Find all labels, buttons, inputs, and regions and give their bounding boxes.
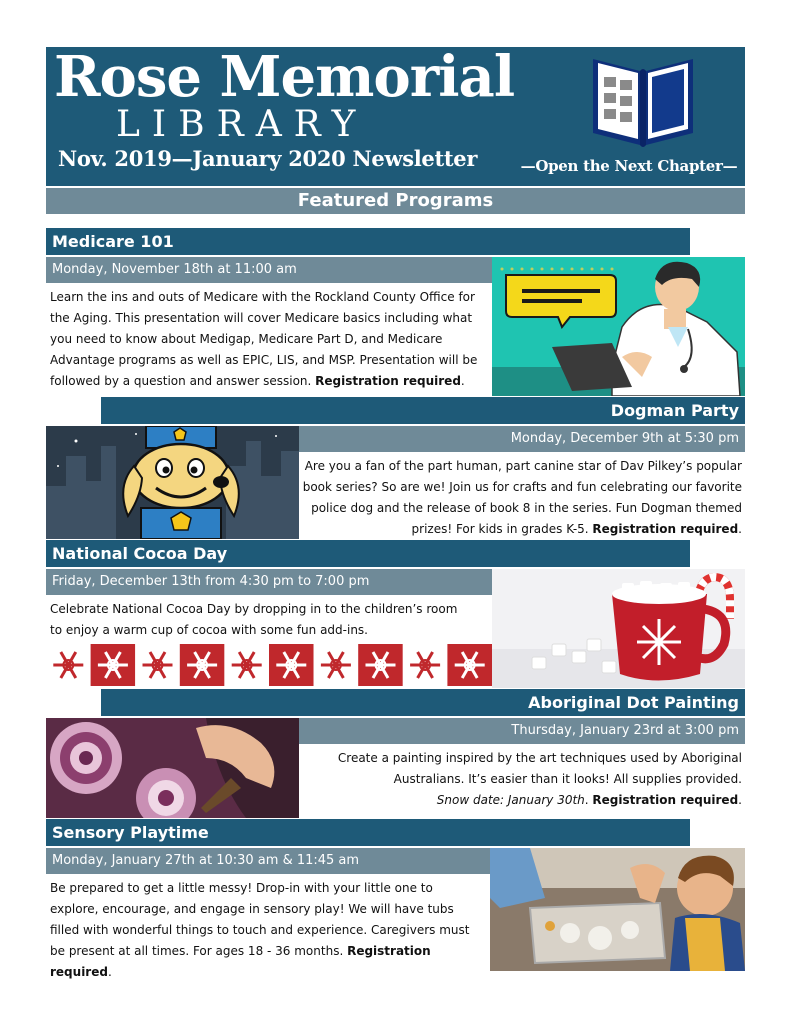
- library-name: Rose Memorial: [54, 44, 515, 110]
- program-description: Learn the ins and outs of Medicare with the Rockland County Office for the Aging. This presentation will cover Medicare basics including what you need to know about Medigap, Medicare Part D, and Medicare Advantage programs as well as EPIC, LIS, and MSP. Presentation will be followed by a question and answer session. Registration required.: [50, 290, 478, 388]
- program-date: Monday, January 27th at 10:30 am & 11:45 am: [46, 848, 492, 874]
- snowflake-border: [46, 644, 492, 686]
- doctor-illustration: [492, 257, 745, 396]
- program-title: Dogman Party: [101, 397, 745, 424]
- program-description: Celebrate National Cocoa Day by dropping in to the children’s room to enjoy a warm cup of cocoa with some fun add-ins.: [50, 602, 458, 637]
- program-title: Medicare 101: [46, 228, 690, 255]
- section-heading: Featured Programs: [46, 188, 745, 214]
- newsletter-dates: Nov. 2019—January 2020 Newsletter: [58, 146, 478, 171]
- program-description: Be prepared to get a little messy! Drop-in with your little one to explore, encourage, and engage in sensory play! We will have tubs filled with wonderful things to touch and experience. Caregivers must be present at all times. For ages 18 - 36 months. Registration required.: [50, 881, 470, 979]
- dot-painting-photo: [46, 718, 299, 818]
- cocoa-mug-photo: [492, 569, 745, 688]
- dogman-illustration: [46, 426, 299, 539]
- program-title: Aboriginal Dot Painting: [101, 689, 745, 716]
- masthead: [46, 44, 745, 186]
- open-book-icon: [588, 53, 698, 149]
- program-date: Thursday, January 23rd at 3:00 pm: [299, 718, 745, 744]
- program-date: Monday, November 18th at 11:00 am: [46, 257, 492, 283]
- program-description: Create a painting inspired by the art techniques used by Aboriginal Australians. It’s easier than it looks! All supplies provided. Snow date: January 30th. Registration required.: [337, 751, 742, 807]
- program-title: National Cocoa Day: [46, 540, 690, 567]
- program-date: Friday, December 13th from 4:30 pm to 7:00 pm: [46, 569, 492, 595]
- program-title: Sensory Playtime: [46, 819, 690, 846]
- library-subtitle: LIBRARY: [116, 104, 368, 145]
- program-description: Are you a fan of the part human, part canine star of Dav Pilkey’s popular book series? So are we! Join us for crafts and fun celebrating our favorite police dog and the release of book 8 in the series. Fun Dogman themed prizes! For kids in grades K-5. Registration required.: [302, 459, 742, 536]
- sensory-play-photo: [490, 848, 745, 971]
- tagline: —Open the Next Chapter—: [520, 157, 738, 175]
- program-date: Monday, December 9th at 5:30 pm: [299, 426, 745, 452]
